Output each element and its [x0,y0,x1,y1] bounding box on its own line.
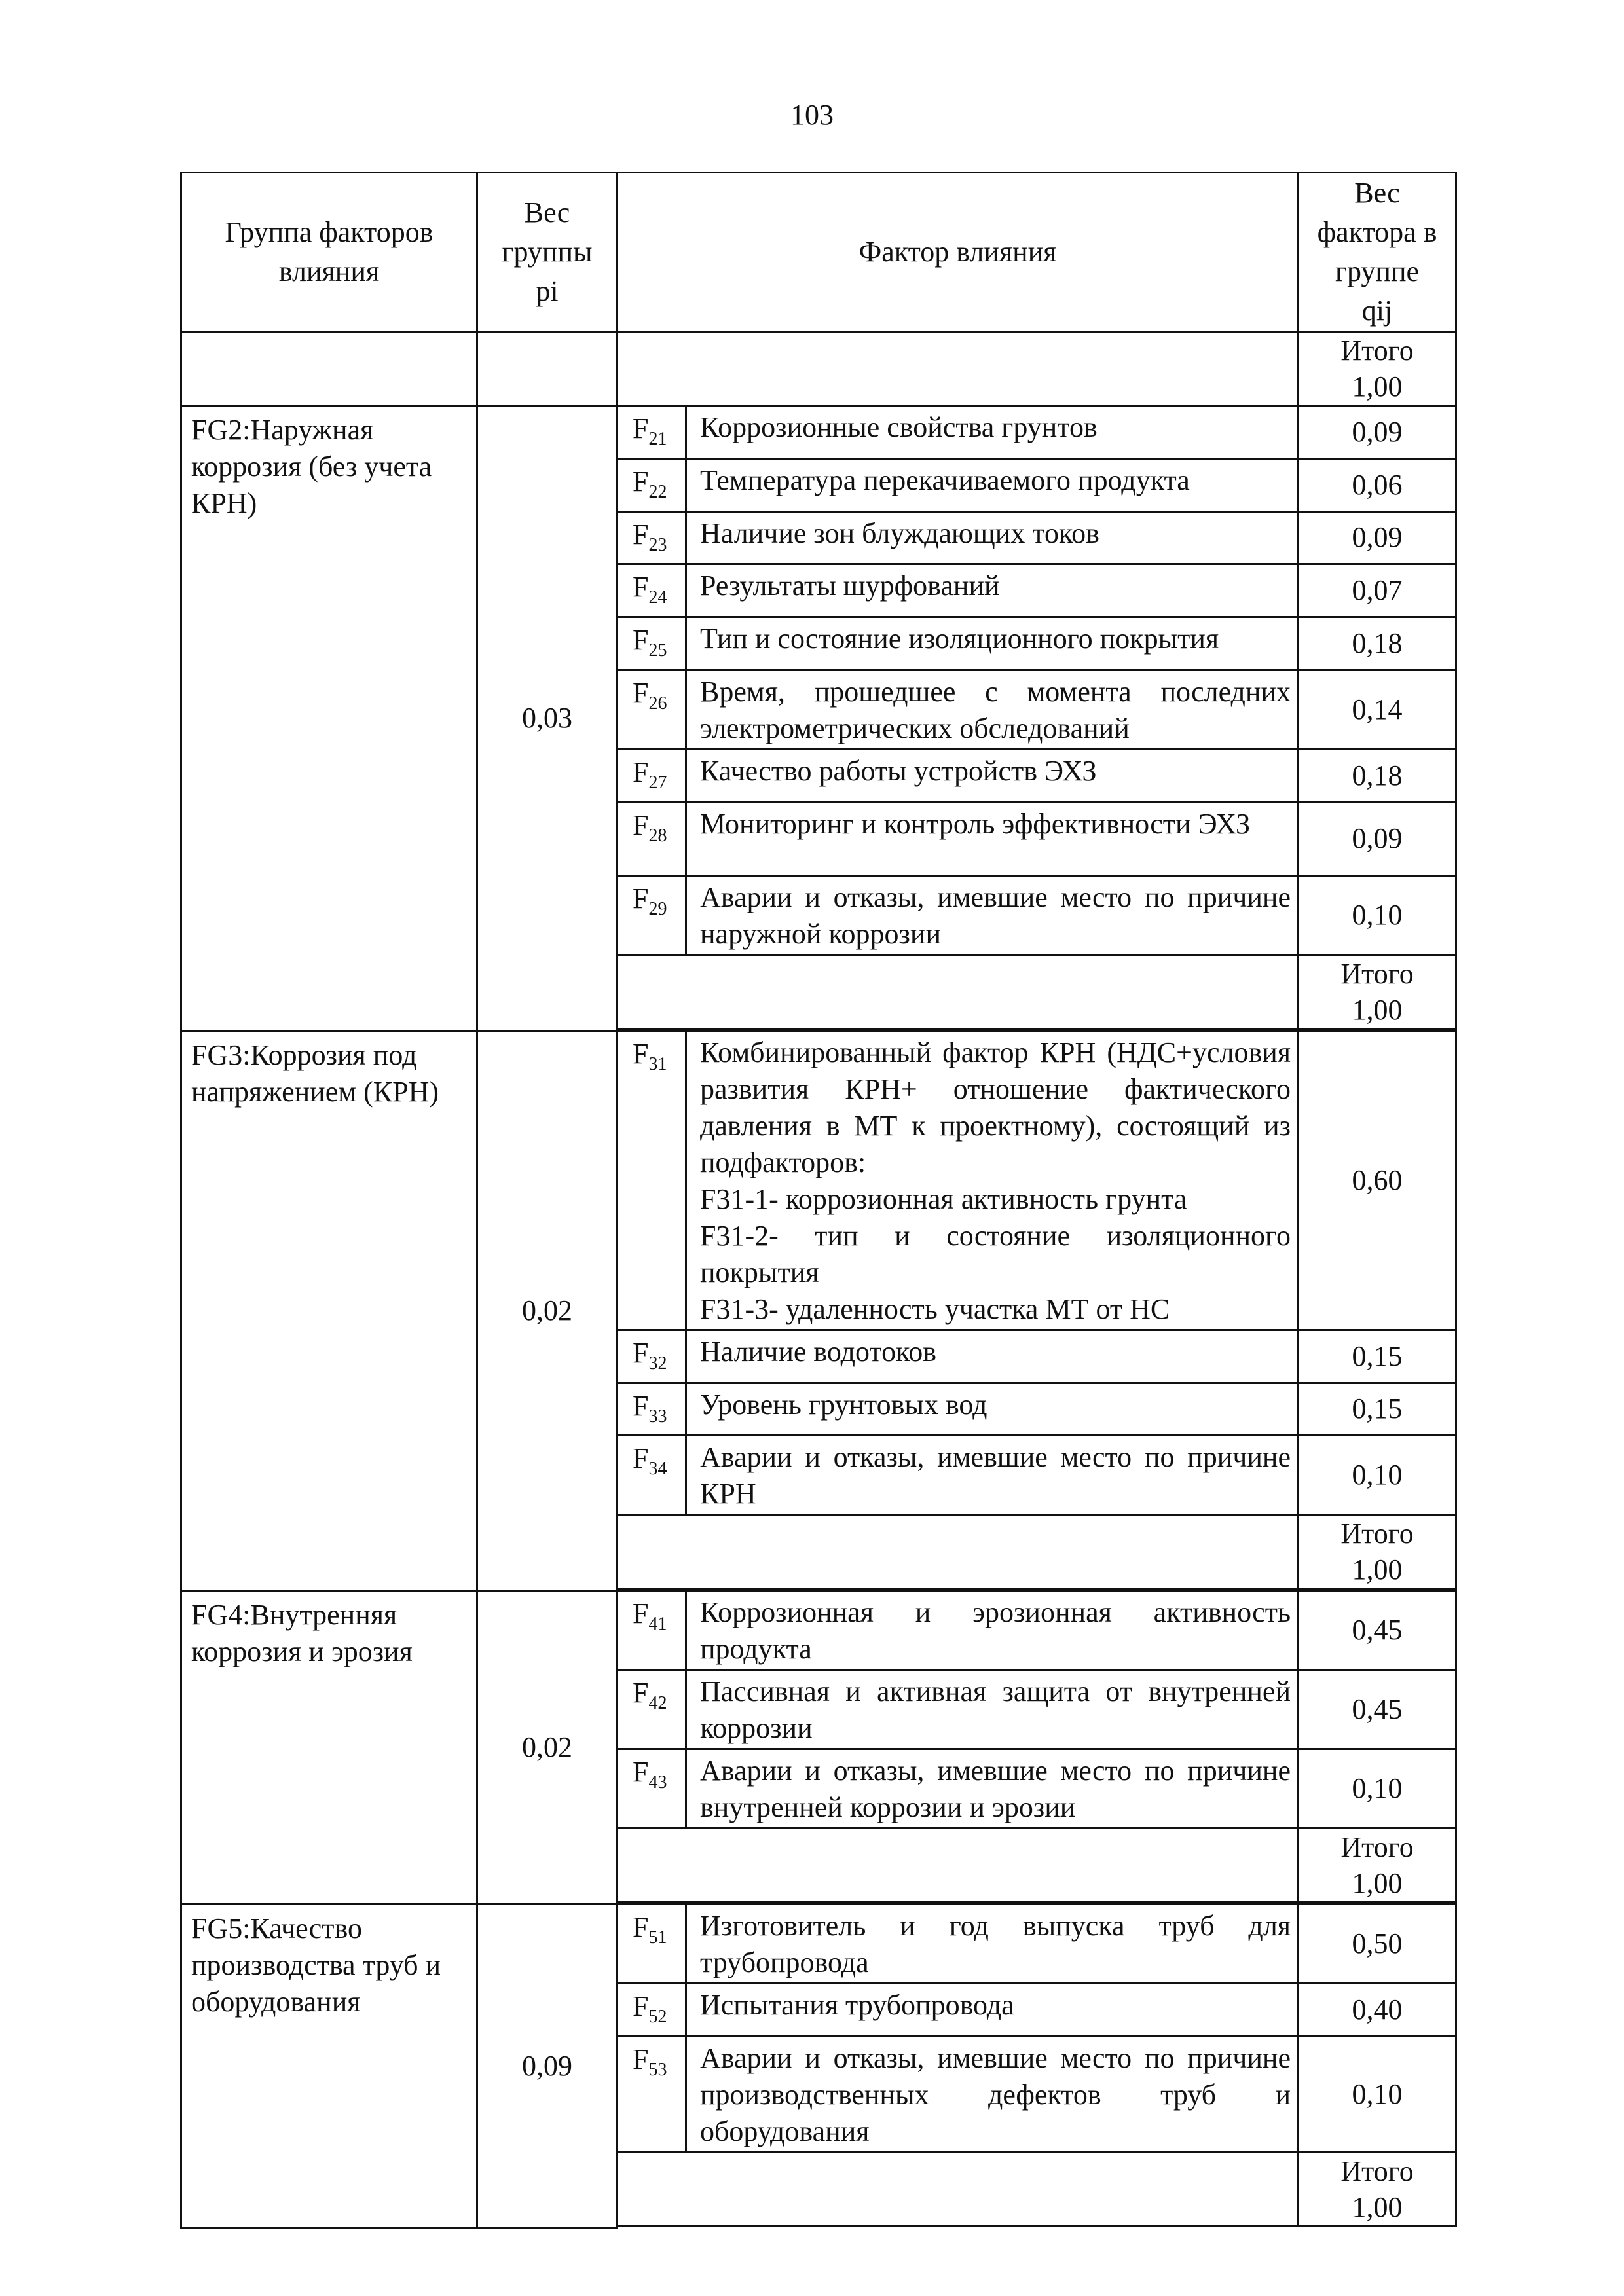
table-row: FG2:Наружная коррозия (без учета КРН) 0,03 $F_{21}$ Коррозионные свойства грунтов 0,09 [181,406,1456,459]
page-number: 103 [790,99,834,131]
total-row: Итого 1,00 [181,2153,1456,2227]
header-factor-weight: Вес фактора в группе qij [1299,173,1456,332]
table-row: $F_{22}$ Температура перекачиваемого продукта 0,06 [181,458,1456,511]
table-row: $F_{26}$ Время, прошедшее с момента последних электрометрических обследований 0,14 [181,670,1456,749]
factors-table [180,172,1457,2229]
table-row: FG4:Внутренняя коррозия и эрозия 0,02 $F_{41}$ Коррозионная и эрозионная активность продукта 0,45 [181,1591,1456,1670]
group-weight: 0,03 [477,406,618,1031]
table-row: $F_{25}$ Тип и состояние изоляционного покрытия 0,18 [181,617,1456,670]
header-group-weight: Вес группы pi [477,173,618,332]
table-header-row [181,173,1456,332]
table-row: $F_{24}$ Результаты шурфований 0,07 [181,564,1456,617]
table-row: $F_{28}$ Мониторинг и контроль эффективности ЭХЗ 0,09 [181,802,1456,875]
group-name: FG3:Коррозия под напряжением (КРН) [181,1030,477,1591]
group-name: FG4:Внутренняя коррозия и эрозия [181,1591,477,1904]
table-row: $F_{29}$ Аварии и отказы, имевшие место по причине наружной коррозии 0,10 [181,875,1456,955]
table-row: $F_{34}$ Аварии и отказы, имевшие место по причине КРН 0,10 [181,1436,1456,1515]
table-row: $F_{32}$ Наличие водотоков 0,15 [181,1330,1456,1383]
table-row: $F_{52}$ Испытания трубопровода 0,40 [181,1984,1456,2037]
total-row: Итого 1,00 [181,1515,1456,1589]
table-row: $F_{27}$ Качество работы устройств ЭХЗ 0,18 [181,749,1456,802]
total-row: Итого 1,00 [181,955,1456,1029]
group-weight: 0,09 [477,1904,618,2227]
total-row: Итого 1,00 [181,332,1456,406]
table-row: $F_{23}$ Наличие зон блуждающих токов 0,09 [181,511,1456,564]
table-row: FG3:Коррозия под напряжением (КРН) 0,02 $F_{31}$ Комбинированный фактор КРН (НДС+условия развития КРН+ отношение фактического давления в МТ к проектному), состоящий из подфакторов: F31-1- коррозионная активность грунта F31-2- тип и состояние изоляционного покрытия F31-3- удаленность участка МТ от НС 0,60 [181,1030,1456,1330]
group-name: FG5:Качество производства труб и оборудования [181,1904,477,2227]
header-group: Группа факторов влияния [181,173,477,332]
group-name: FG2:Наружная коррозия (без учета КРН) [181,406,477,1031]
total-row: Итого 1,00 [181,1829,1456,1903]
table-row: $F_{43}$ Аварии и отказы, имевшие место по причине внутренней коррозии и эрозии 0,10 [181,1749,1456,1829]
table-row: $F_{53}$ Аварии и отказы, имевшие место по причине производственных дефектов труб и оборудования 0,10 [181,2037,1456,2153]
header-factor: Фактор влияния [618,173,1299,332]
group-weight: 0,02 [477,1030,618,1591]
table-row: $F_{33}$ Уровень грунтовых вод 0,15 [181,1383,1456,1436]
table-row: $F_{42}$ Пассивная и активная защита от внутренней коррозии 0,45 [181,1670,1456,1749]
table-row: FG5:Качество производства труб и оборудования 0,09 $F_{51}$ Изготовитель и год выпуска труб для трубопровода 0,50 [181,1904,1456,1984]
group-weight: 0,02 [477,1591,618,1904]
